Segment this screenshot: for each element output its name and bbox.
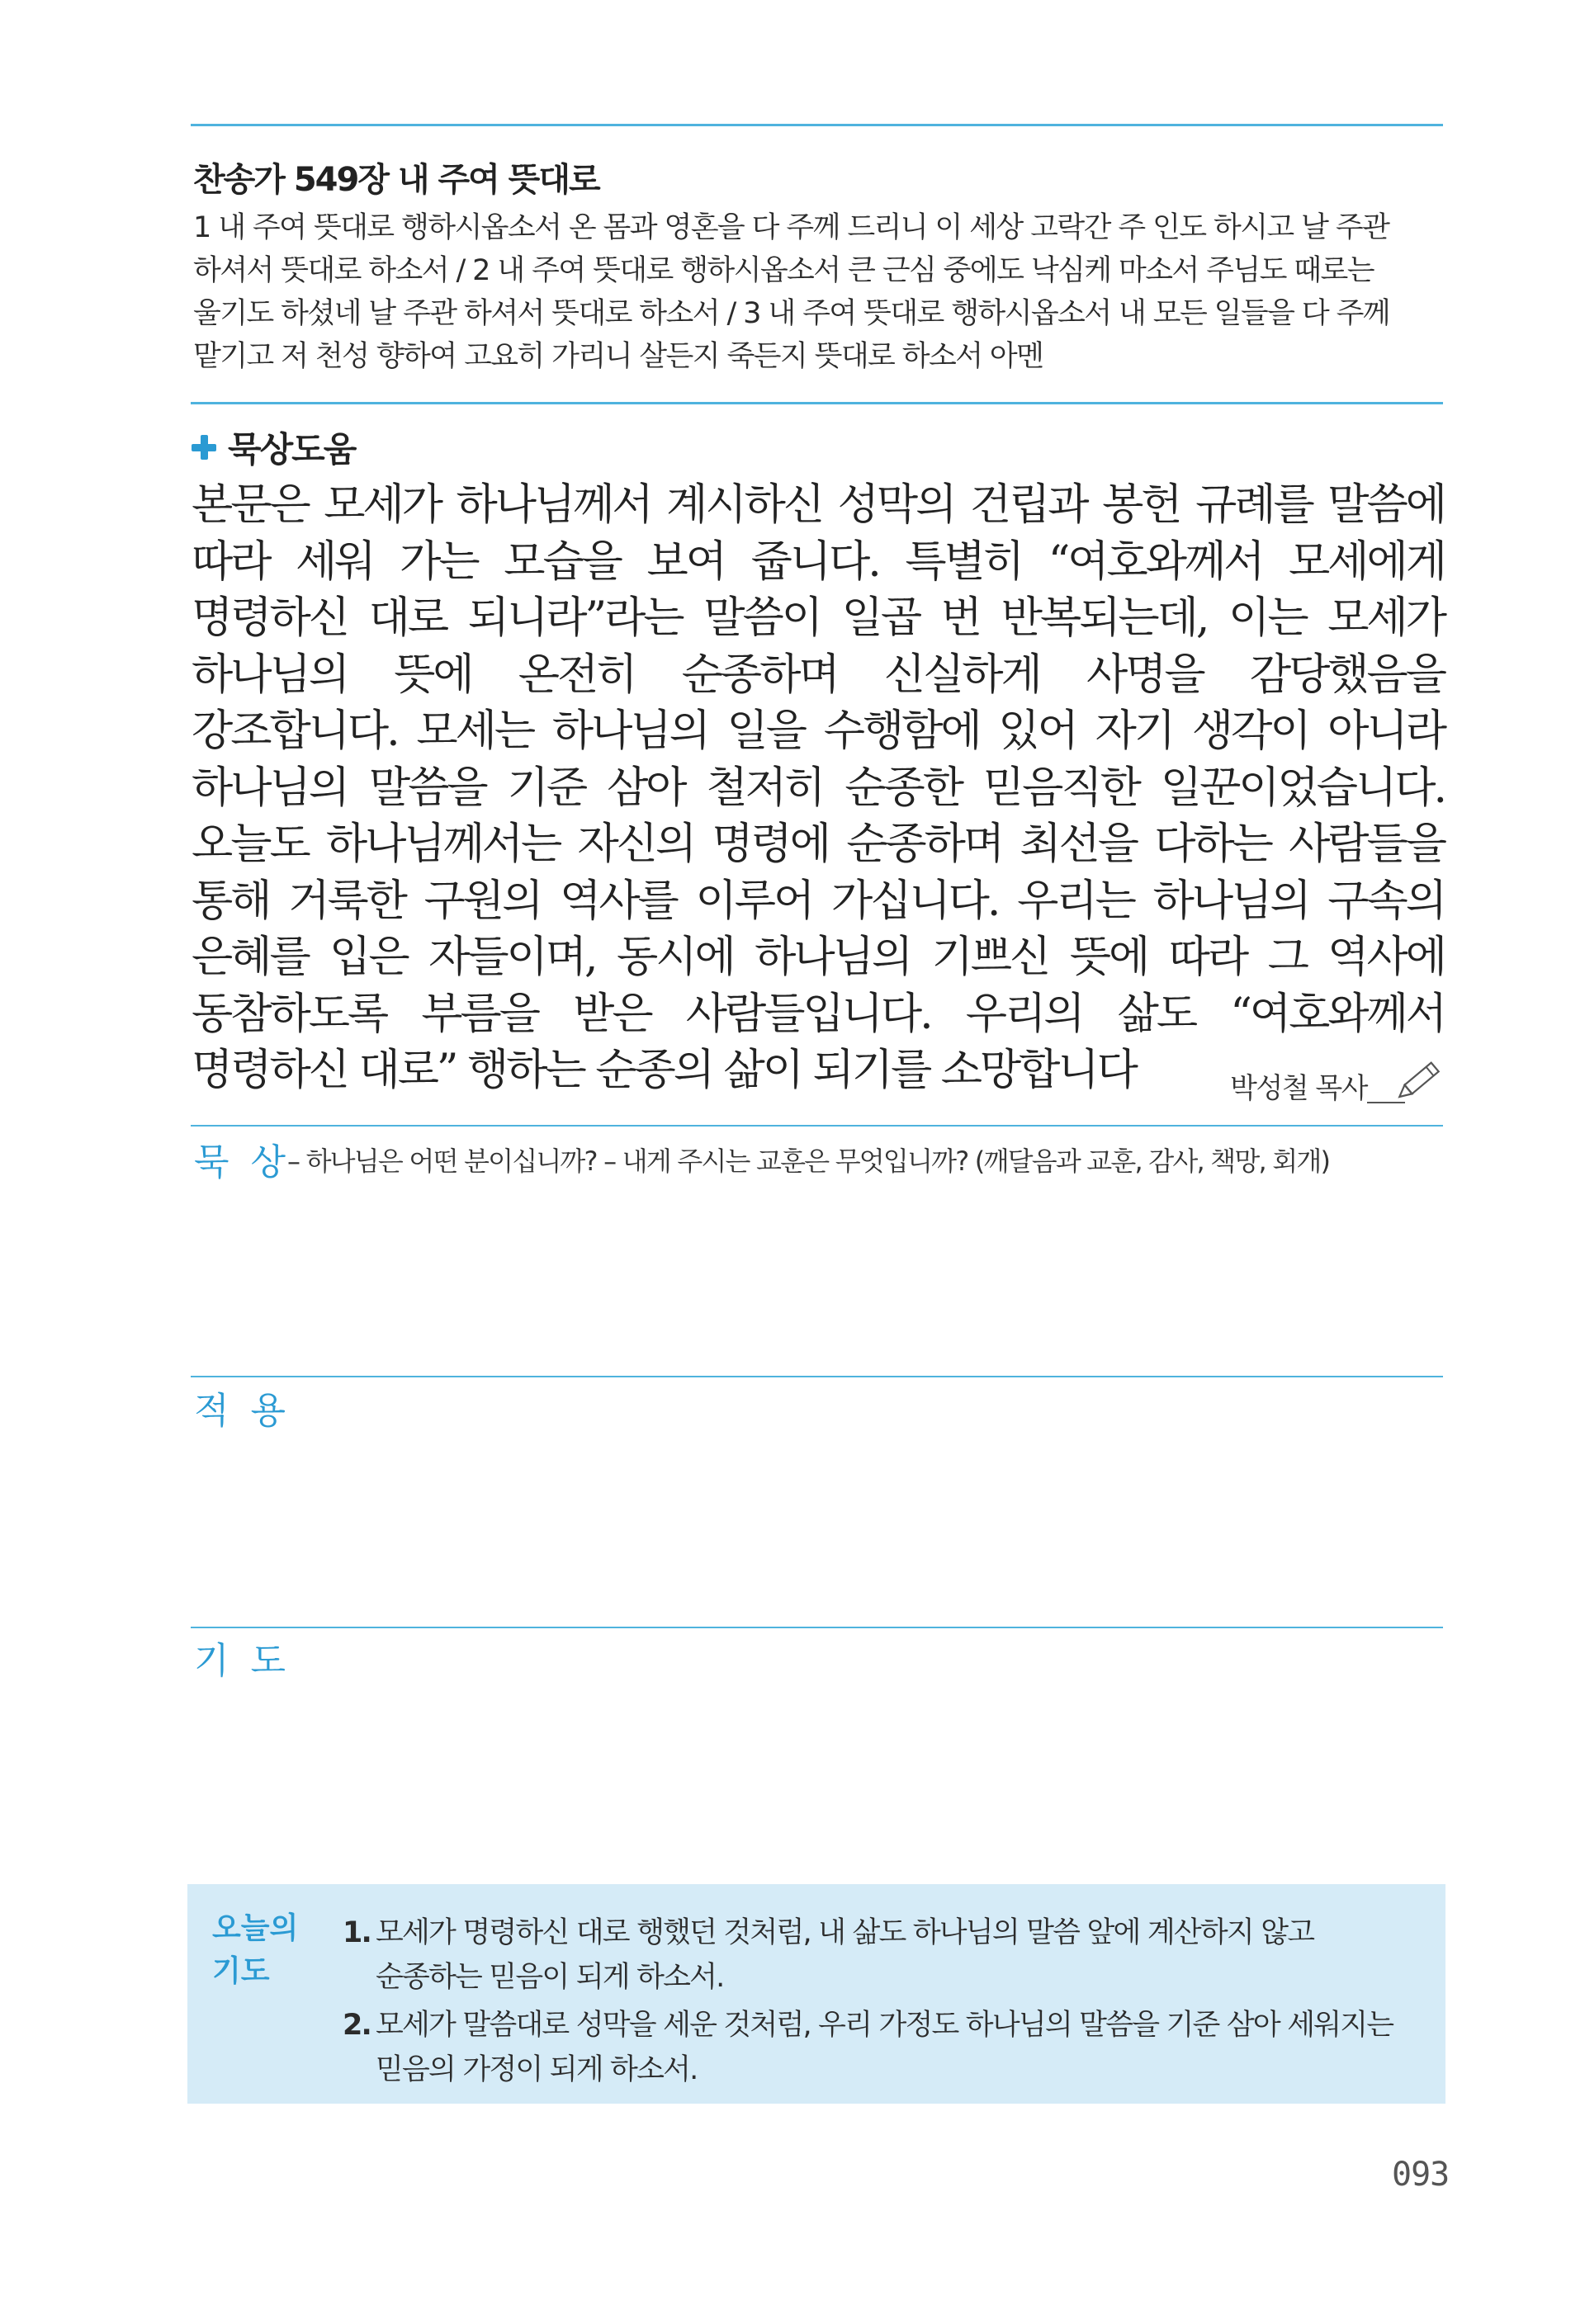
todays-prayer-label-line2: 기도 <box>212 1954 270 1988</box>
prayer-item-text: 모세가 명령하신 대로 행했던 것처럼, 내 삶도 하나님의 말씀 앞에 계산하지 않고 순종하는 믿음이 되게 하소서. <box>376 1916 1314 1994</box>
todays-prayer-list <box>343 1911 1416 2095</box>
meditation-divider <box>191 1125 1443 1127</box>
meditation-help-heading <box>192 423 355 472</box>
meditation-help-body: 본문은 모세가 하나님께서 계시하신 성막의 건립과 봉헌 규례를 말씀에 따라 세워 가는 모습을 보여 줍니다. 특별히 “여호와께서 모세에게 명령하신 대로 되니라”라는 말씀이 일곱 번 반복되는데, 이는 모세가 하나님의 뜻에 온전히 순종하며 신실하게 사명을 감당했음을 강조합니다. 모세는 하나님의 일을 수행함에 있어 자기 생각이 아니라 하나님의 말씀을 기준 삼아 철저히 순종한 믿음직한 일꾼이었습니다. 오늘도 하나님께서는 자신의 명령에 순종하며 최선을 다하는 사람들을 통해 거룩한 구원의 역사를 이루어 가십니다. 우리는 하나님의 구속의 은혜를 입은 자들이며, 동시에 하나님의 기쁘신 뜻에 따라 그 역사에 동참하도록 부름을 받은 사람들입니다. 우리의 삶도 “여호와께서 명령하신 대로” 행하는 순종의 삶이 되기를 소망합니다 <box>192 480 1445 1095</box>
top-divider <box>191 124 1443 126</box>
prayer-item-number: 1. <box>343 1916 371 1949</box>
hymn-title: 찬송가 549장 내 주여 뜻대로 <box>193 161 599 199</box>
meditation-prompt: – 하나님은 어떤 분이십니까? – 내게 주시는 교훈은 무엇입니까? (깨달음과 교훈, 감사, 책망, 회개) <box>287 1145 1330 1177</box>
page-number: 093 <box>1392 2156 1450 2194</box>
author-signature <box>1230 1056 1441 1106</box>
prayer-item-text: 모세가 말씀대로 성막을 세운 것처럼, 우리 가정도 하나님의 말씀을 기준 삼아 세워지는 믿음의 가정이 되게 하소서. <box>376 2009 1393 2086</box>
prayer-divider <box>191 1627 1443 1628</box>
author-name: 박성철 목사 <box>1230 1072 1368 1105</box>
prayer-label: 기 도 <box>194 1640 291 1682</box>
todays-prayer-label-line1: 오늘의 <box>212 1911 299 1945</box>
meditation-help-title: 묵상도움 <box>228 429 356 470</box>
pencil-icon <box>1367 1056 1441 1106</box>
application-label: 적 용 <box>194 1390 291 1432</box>
todays-prayer-label <box>212 1907 303 1993</box>
application-divider <box>191 1376 1443 1377</box>
hymn-divider <box>191 402 1443 404</box>
meditation-label: 묵 상 <box>194 1141 291 1183</box>
hymn-lyrics: 1 내 주여 뜻대로 행하시옵소서 온 몸과 영혼을 다 주께 드리니 이 세상 고락간 주 인도 하시고 날 주관 하셔서 뜻대로 하소서 / 2 내 주여 뜻대로 행하시옵소서 큰 근심 중에도 낙심케 마소서 주님도 때로는 울기도 하셨네 날 주관 하셔서 뜻대로 하소서 / 3 내 주여 뜻대로 행하시옵소서 내 모든 일들을 다 주께 맡기고 저 천성 향하여 고요히 가리니 살든지 죽든지 뜻대로 하소서 아멘 <box>193 211 1389 373</box>
todays-prayer-box <box>187 1884 1445 2104</box>
prayer-item <box>343 2003 1416 2092</box>
plus-icon <box>192 435 216 460</box>
prayer-item-number: 2. <box>343 2009 371 2042</box>
prayer-item <box>343 1911 1416 2000</box>
